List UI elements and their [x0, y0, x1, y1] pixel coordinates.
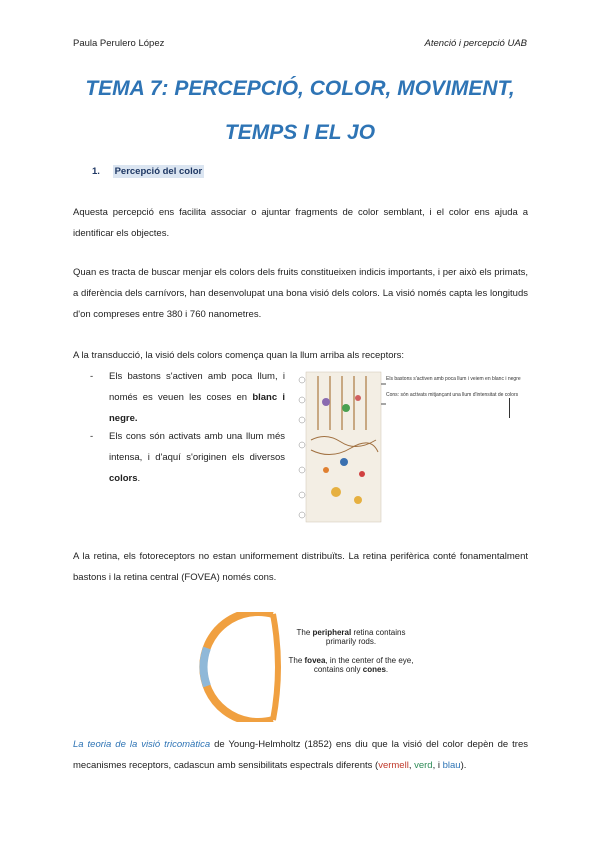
theory-link[interactable]: La teoria de la visió tricomàtica: [73, 739, 211, 750]
eye-label-fovea: The fovea, in the center of the eye, contains only cones.: [288, 656, 414, 674]
page-title-line2: TEMPS I EL JO: [224, 121, 376, 144]
paragraph-intro: Aquesta percepció ens facilita associar o ajuntar fragments de color semblant, i el color ens ajuda a identificar els objectes.: [73, 207, 528, 239]
color-blue: blau: [442, 760, 461, 771]
divider: [509, 398, 510, 418]
list-item-cones: - Els cons són activats amb una llum més intensa, i d'aquí s'originen els diversos colors.: [90, 431, 285, 484]
header-course: Atenció i percepció UAB: [424, 38, 527, 49]
section-number: 1.: [92, 166, 100, 177]
section-heading: [92, 166, 204, 177]
rods-bold: blanc i negre.: [109, 392, 286, 424]
list-item-rods: - Els bastons s'activen amb poca llum, i només es veuen les coses en blanc i negre.: [90, 371, 286, 424]
color-red: vermell: [378, 760, 409, 771]
paragraph-primates: Quan es tracta de buscar menjar els colors dels fruits constitueixen indicis importants, i per això els primats, a diferència dels carnívors, han desenvolupat una bona visió dels colors. La visió només capta les longituds d'on compreses entre 380 i 760 nanometres.: [73, 267, 528, 320]
paragraph-trichromatic: La teoria de la visió tricomàtica de Young-Helmholtz (1852) ens diu que la visió del color depèn de tres mecanismes receptors, cadascun amb sensibilitats espectrals diferents (vermell, verd, i blau).: [73, 739, 528, 771]
page-title-line1: TEMA 7: PERCEPCIÓ, COLOR, MOVIMENT,: [85, 77, 515, 100]
retina-label-rods: Els bastons s'activen amb poca llum i veiem en blanc i negre: [386, 376, 521, 382]
retina-annotations: [386, 376, 521, 398]
paragraph-retina: A la retina, els fotoreceptors no estan uniformement distribuïts. La retina perifèrica conté fonamentalment bastons i la retina central (FOVEA) només cons.: [73, 551, 528, 583]
cones-bold: colors: [109, 473, 138, 484]
section-label: Percepció del color: [114, 166, 203, 177]
paragraph-transduction: A la transducció, la visió dels colors comença quan la llum arriba als receptors:: [73, 350, 405, 361]
cones-text: Els cons són activats amb una llum més intensa, i d'aquí s'originen els diversos: [109, 431, 285, 463]
header-author: Paula Perulero López: [73, 38, 165, 49]
color-green: verd: [414, 760, 433, 771]
eye-label-peripheral: The peripheral retina contains primarily rods.: [296, 628, 406, 646]
rods-text: Els bastons s'activen amb poca llum, i només es veuen les coses en: [109, 371, 285, 403]
retina-diagram-image: [296, 370, 386, 530]
retina-label-cones: Cons: són activats mitjançant una llum d'intensitat de colors: [386, 392, 519, 398]
